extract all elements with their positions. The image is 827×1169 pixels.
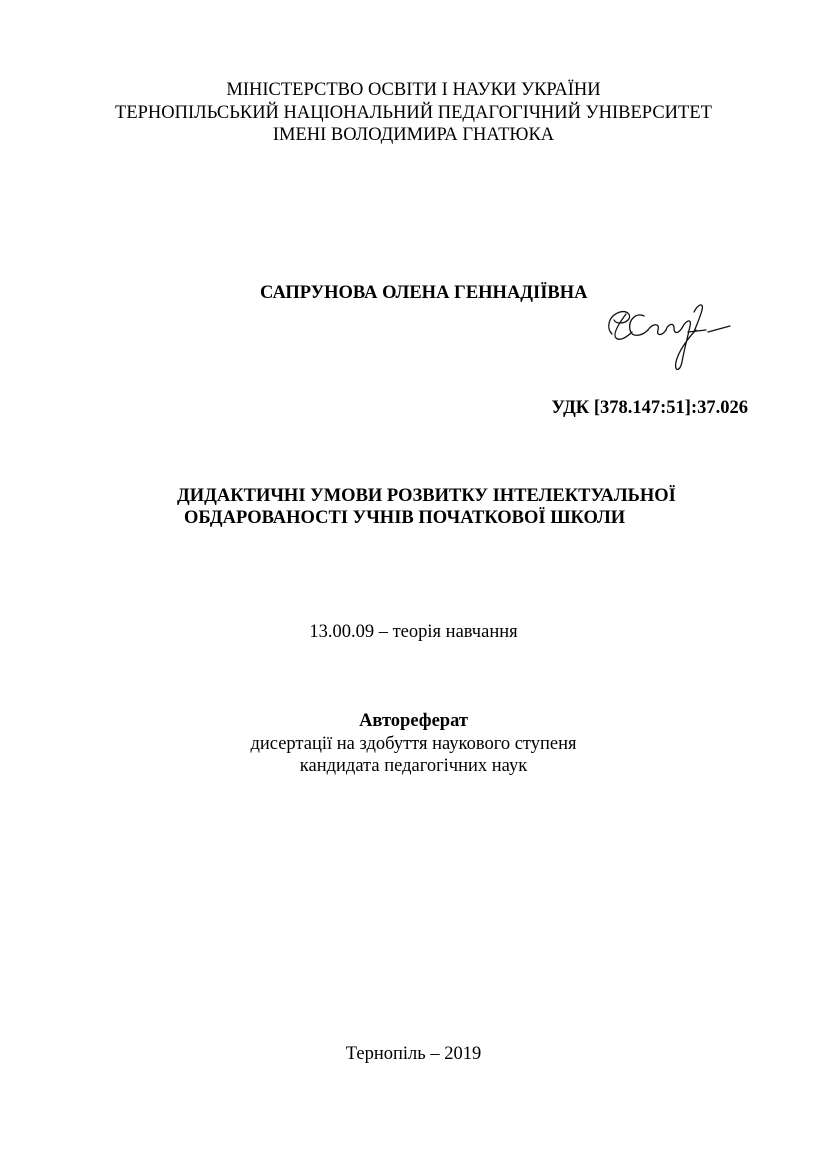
- place-year: Тернопіль – 2019: [345, 1044, 482, 1064]
- university-heading: ТЕРНОПІЛЬСЬКИЙ НАЦІОНАЛЬНИЙ ПЕДАГОГІЧНИЙ УНІВЕРСИТЕТ: [115, 103, 712, 123]
- document-type-label: Автореферат: [359, 711, 468, 731]
- specialty-code: 13.00.09 – теорія навчання: [309, 622, 518, 642]
- document-type-line-2: кандидата педагогічних наук: [299, 756, 528, 776]
- university-name-heading: ІМЕНІ ВОЛОДИМИРА ГНАТЮКА: [272, 125, 555, 145]
- udc-code: УДК [378.147:51]:37.026: [551, 398, 748, 418]
- author-name: САПРУНОВА ОЛЕНА ГЕННАДІЇВНА: [260, 283, 588, 303]
- title-line-2: ОБДАРОВАНОСТІ УЧНІВ ПОЧАТКОВОЇ ШКОЛИ: [184, 508, 626, 528]
- title-line-1: ДИДАКТИЧНІ УМОВИ РОЗВИТКУ ІНТЕЛЕКТУАЛЬНОЇ: [177, 486, 676, 506]
- signature-image: [598, 290, 738, 380]
- document-type-line-1: дисертації на здобуття наукового ступеня: [250, 734, 577, 754]
- ministry-heading: МІНІСТЕРСТВО ОСВІТИ І НАУКИ УКРАЇНИ: [226, 80, 601, 100]
